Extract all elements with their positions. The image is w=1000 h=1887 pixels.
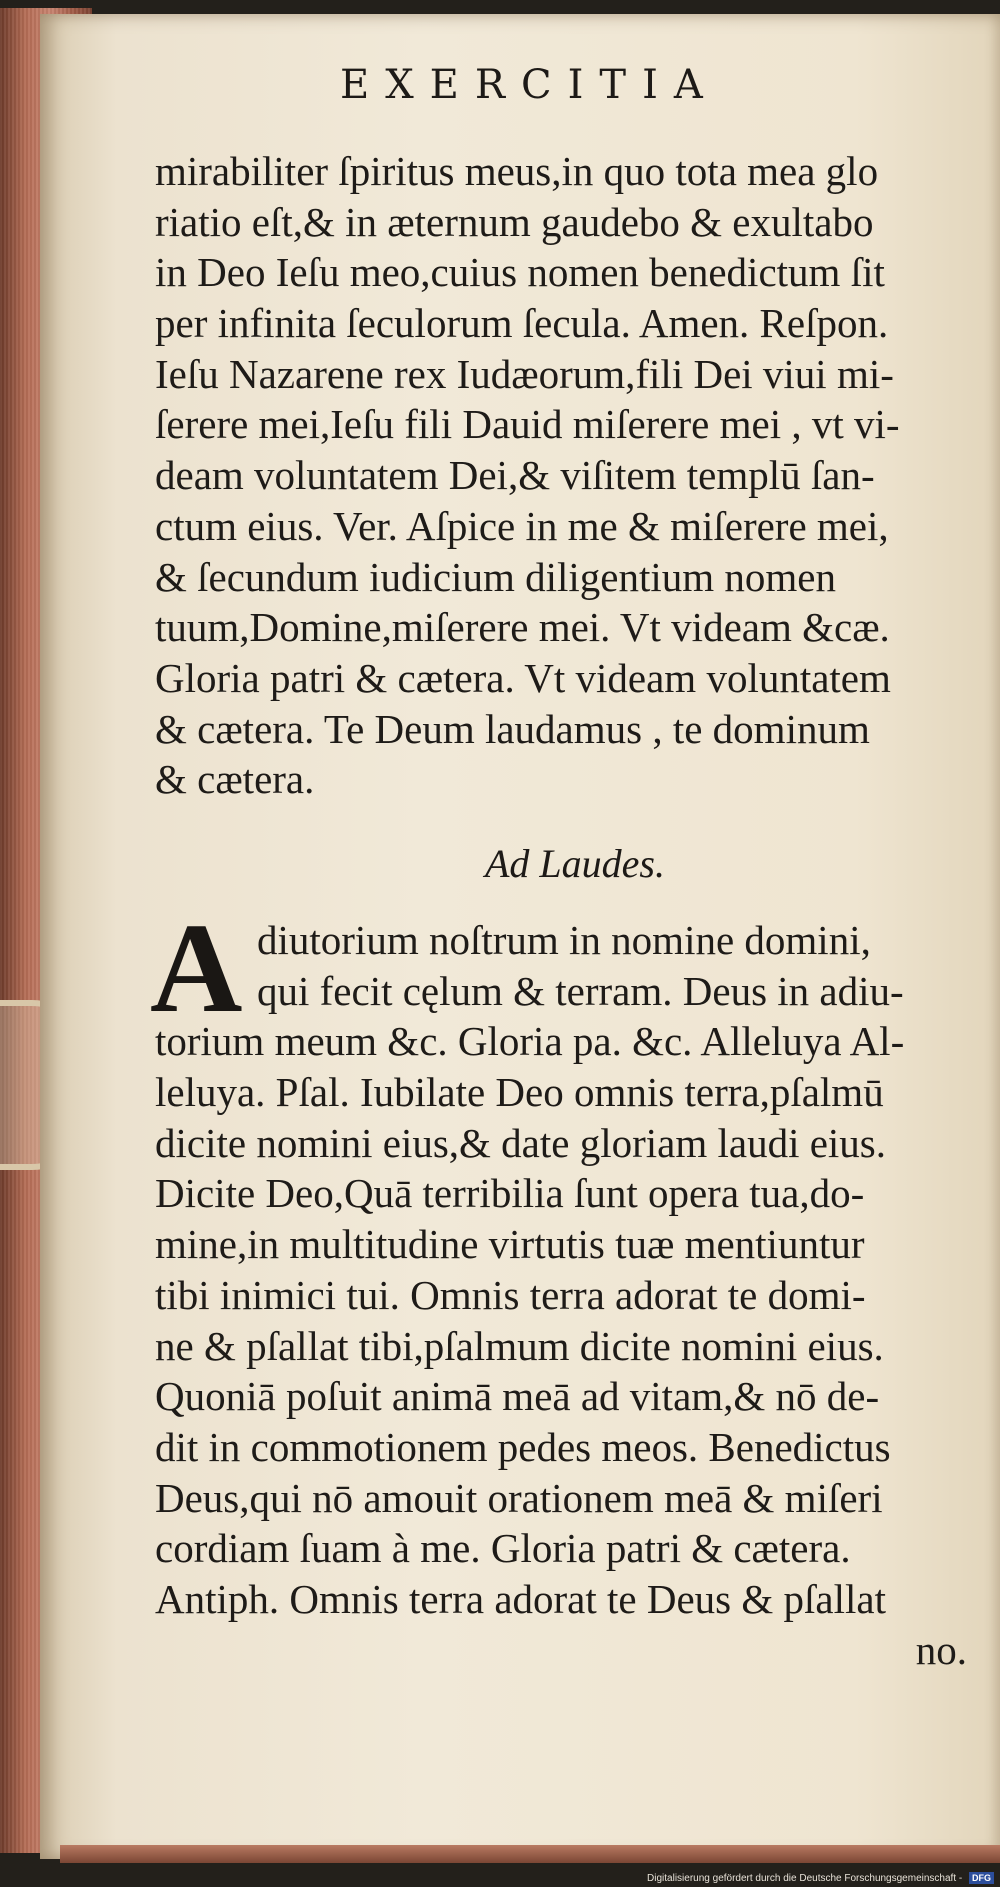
text-line: diutorium noſtrum in nomine domini, xyxy=(257,917,871,963)
text-line: dit in commotionem pedes meos. Benedictus xyxy=(155,1423,891,1470)
text-line: & cætera. xyxy=(155,756,315,803)
text-line: ctum eius. Ver. Aſpice in me & miſerere mei, xyxy=(155,502,889,549)
drop-capital: A xyxy=(150,897,243,1039)
text-line: & cætera. Te Deum laudamus , te dominum xyxy=(155,705,870,752)
text-line: torium meum &c. Gloria pa. &c. Alleluya Al- xyxy=(155,1018,905,1065)
book-bottom-edge xyxy=(60,1845,1000,1863)
text-line: Gloria patri & cætera. Vt videam voluntatem xyxy=(155,654,891,701)
text-line: leluya. Pſal. Iubilate Deo omnis terra,pſalmū xyxy=(155,1069,884,1116)
credit-text: Digitalisierung gefördert durch die Deutsche Forschungsgemeinschaft - xyxy=(647,1873,963,1884)
text-block-before-heading xyxy=(155,146,985,805)
dfg-logo-icon: DFG xyxy=(969,1872,994,1884)
text-line: deam voluntatem Dei,& viſitem templū ſan- xyxy=(155,452,875,499)
running-head: EXERCITIA xyxy=(340,62,719,108)
text-line: Quoniā poſuit animā meā ad vitam,& nō de- xyxy=(155,1373,880,1420)
text-line: tuum,Domine,miſerere mei. Vt videam &cæ. xyxy=(155,604,890,651)
text-line: ne & pſallat tibi,pſalmum dicite nomini eius. xyxy=(155,1322,884,1369)
text-line: in Deo Ieſu meo,cuius nomen benedictum ſit xyxy=(155,249,885,296)
text-line: tibi inimici tui. Omnis terra adorat te domi- xyxy=(155,1271,866,1318)
text-line: Ieſu Nazarene rex Iudæorum,fili Dei viui mi- xyxy=(155,350,894,397)
text-line: ſerere mei,Ieſu fili Dauid miſerere mei , vt vi- xyxy=(155,401,900,448)
text-line: & ſecundum iudicium diligentium nomen xyxy=(155,553,836,600)
text-line: Dicite Deo,Quā terribilia ſunt opera tua,do- xyxy=(155,1170,865,1217)
text-line: dicite nomini eius,& date gloriam laudi eius. xyxy=(155,1119,887,1166)
text-line: no. xyxy=(915,1626,967,1673)
text-line: Deus,qui nō amouit orationem meā & miſeri xyxy=(155,1474,883,1521)
digitization-credit xyxy=(647,1872,994,1884)
section-heading: Ad Laudes. xyxy=(485,841,665,886)
text-block-after-heading xyxy=(155,915,985,1675)
text-line: mirabiliter ſpiritus meus,in quo tota mea glo xyxy=(155,148,879,194)
text-line: per infinita ſeculorum ſecula. Amen. Reſpon. xyxy=(155,300,889,347)
text-line: riatio eſt,& in æternum gaudebo & exultabo xyxy=(155,198,874,245)
text-line: cordiam ſuam à me. Gloria patri & cætera. xyxy=(155,1525,851,1572)
text-line: mine,in multitudine virtutis tuæ mentiuntur xyxy=(155,1221,865,1268)
text-line: qui fecit cęlum & terram. Deus in adiu- xyxy=(257,967,904,1014)
text-line: Antiph. Omnis terra adorat te Deus & pſallat xyxy=(155,1575,886,1622)
